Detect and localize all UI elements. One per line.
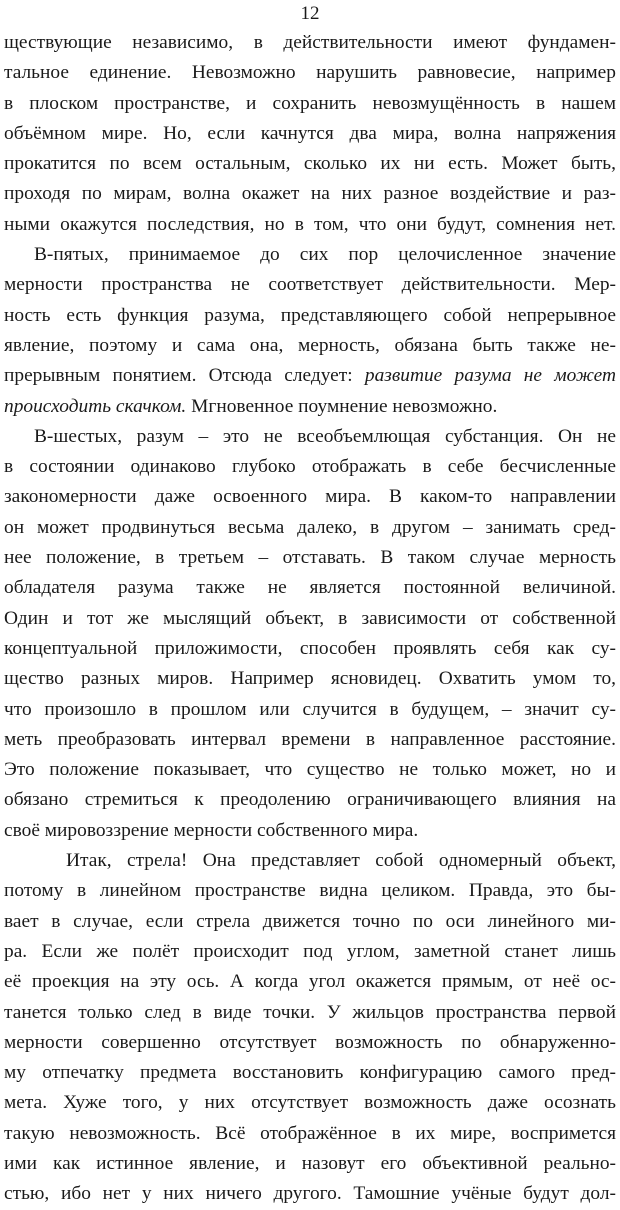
text-line: щество разных миров. Например ясновидец. Охватить умом то, [4, 668, 616, 690]
text-line: обязано стремиться к преодолению ограничивающего влияния на [4, 789, 616, 811]
text-line: вает в случае, если стрела движется точно по оси линейного ми- [4, 910, 616, 932]
text-line: её проекция на эту ось. А когда угол окажется прямым, от неё ос- [4, 971, 616, 993]
paragraph-first-line: В-шестых, разум – это не всеобъемлющая субстанция. Он не [34, 425, 616, 447]
text-line: такую невозможность. Всё отображённое в их мире, воспримется [4, 1122, 616, 1144]
text-line: своё мировоззрение мерности собственного мира. [4, 819, 419, 841]
text-line: мерности пространства не соответствует действительности. Мер- [4, 274, 616, 296]
text-line: Это положение показывает, что существо не только может, но и [4, 759, 616, 781]
text-line: ра. Если же полёт происходит под углом, заметной станет лишь [4, 940, 616, 962]
text-line: концептуальной приложимости, способен проявлять себя как су- [4, 637, 616, 659]
text-line: мерности совершенно отсутствует возможность по обнаруженно- [4, 1031, 616, 1053]
text-run: прерывным понятием. Отсюда следует: [4, 365, 365, 387]
page-number: 12 [300, 3, 320, 24]
text-line-with-emphasis [4, 361, 616, 391]
emphasis-text: развитие разума не может [364, 365, 616, 387]
text-line: Один и тот же мыслящий объект, в зависимости от собственной [4, 607, 616, 629]
text-line: меть преобразовать интервал времени в направленное расстояние. [4, 728, 616, 750]
text-line: что произошло в прошлом или случится в будущем, – значит су- [4, 698, 616, 720]
text-line-with-emphasis [4, 392, 616, 422]
text-line: ими как истинное явление, и назовут его объективной реально- [4, 1152, 616, 1174]
text-line: стью, ибо нет у них ничего другого. Тамошние учёные будут дол- [4, 1183, 616, 1205]
text-line: ными окажутся последствия, но в том, что они будут, сомнения нет. [4, 213, 616, 235]
text-line: в состоянии одинаково глубоко отображать в себе бесчисленные [4, 456, 616, 478]
text-line: в плоском пространстве, и сохранить невозмущённость в нашем [4, 92, 616, 114]
text-line: он может продвинуться весьма далеко, в другом – занимать сред- [4, 516, 616, 538]
text-line: танется только след в виде точки. У жильцов пространства первой [4, 1001, 616, 1023]
text-line: мета. Хуже того, у них отсутствует возможность даже осознать [4, 1092, 616, 1114]
text-line: тальное единение. Невозможно нарушить равновесие, например [4, 62, 616, 84]
text-line: нее положение, в третьем – отставать. В таком случае мерность [4, 547, 616, 569]
text-line: обладателя разума также не является постоянной величиной. [4, 577, 616, 599]
text-line: ществующие независимо, в действительности имеют фундамен- [4, 32, 616, 53]
text-line: явление, поэтому и сама она, мерность, обязана быть также не- [4, 334, 616, 356]
text-line: прокатится по всем остальным, сколько их ни есть. Может быть, [4, 153, 616, 175]
text-line: му отпечатку предмета восстановить конфигурацию самого пред- [4, 1062, 616, 1084]
paragraph-first-line: Итак, стрела! Она представляет собой одномерный объект, [66, 850, 616, 872]
text-line: потому в линейном пространстве видна целиком. Правда, это бы- [4, 880, 616, 902]
text-line: объёмном мире. Но, если качнутся два мира, волна напряжения [4, 122, 616, 144]
text-line: проходя по мирам, волна окажет на них разное воздействие и раз- [4, 183, 616, 205]
emphasis-text: происходить скачком. [4, 395, 187, 417]
text-body [4, 28, 616, 1210]
text-line: закономерности даже освоенного мира. В каком-то направлении [4, 486, 616, 508]
text-line: ность есть функция разума, представляющего собой непрерывное [4, 304, 616, 326]
paragraph-first-line: В-пятых, принимаемое до сих пор целочисленное значение [34, 244, 616, 266]
text-run: Мгновенное поумнение невозможно. [186, 395, 498, 417]
